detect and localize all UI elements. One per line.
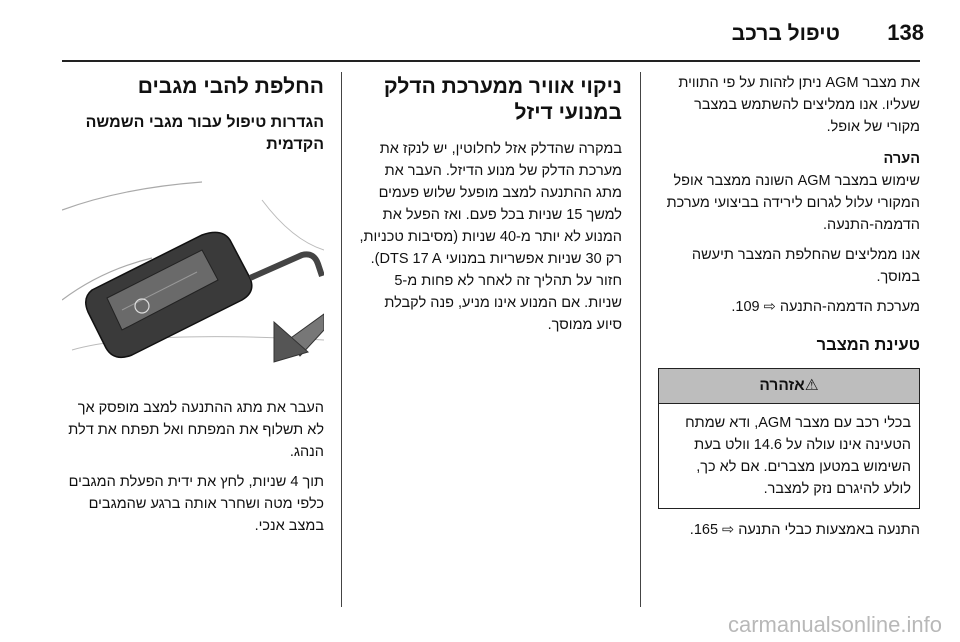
stop-start-reference[interactable]: מערכת הדממה-התנעה ⇨ 109.: [731, 299, 920, 315]
warning-box: [658, 368, 920, 509]
note-title: הערה: [883, 151, 920, 167]
agm-identification-text: את מצבר AGM ניתן לזהות על פי התווית שעליו. אנו ממליצים להשתמש במצבר מקורי של אופל.: [678, 75, 920, 135]
column-divider-right: [640, 72, 641, 607]
warning-icon: ⚠: [804, 377, 819, 394]
diesel-bleeding-heading: ניקוי אוויר ממערכת הדלק במנועי דיזל: [383, 75, 622, 124]
warning-title: אזהרה: [759, 377, 805, 394]
watermark: carmanualsonline.info: [727, 612, 942, 637]
column-battery: [658, 72, 920, 549]
warning-text: בכלי רכב עם מצבר AGM, ודא שמתח הטעינה אינו עולה על 14.6 וולט בעת השימוש במטען מצברים. אם לא כך, לולע להיגרם נזק למצבר.: [685, 415, 911, 497]
replacement-recommendation: אנו ממליצים שהחלפת המצבר תיעשה במוסך.: [691, 247, 920, 285]
wiper-service-subheading: הגדרות טיפול עבור מגבי השמשה הקדמית: [85, 114, 324, 153]
page-title: טיפול ברכב: [731, 22, 840, 45]
wiper-step-2: תוך 4 שניות, לחץ את ידית הפעלת המגבים כלפי מטה ושחרר אותה ברגע שהמגבים במצב אנכי.: [68, 474, 324, 534]
warning-header: [659, 369, 919, 404]
header-rule: [62, 60, 920, 62]
page-number: 138: [887, 20, 924, 45]
battery-charging-heading: טעינת המצבר: [816, 336, 920, 354]
jump-start-reference[interactable]: התנעה באמצעות כבלי התנעה ⇨ 165.: [689, 522, 920, 538]
diesel-bleeding-text: במקרה שהדלק אזל לחלוטין, יש לנקז את מערכת הדלק של מנוע הדיזל. העבר את מתג ההתנעה למצב מופעל שלוש פעמים למשך 15 שניות בכל פעם. ואז הפעל את המנוע לא יותר מ-40 שניות (מסיבות טכניות, רק 30 שניות אפשריות במנועי DTS 17 A). חזור על תהליך זה לאחר לא פחות מ-5 שניות. אם המנוע אינו מניע, פנה לקבלת סיוע ממוסך.: [359, 141, 622, 333]
wiper-replacement-heading: החלפת להבי מגבים: [137, 75, 324, 98]
column-wipers: [62, 72, 324, 545]
column-divider-left: [341, 72, 342, 607]
wiper-step-1: העבר את מתג ההתנעה למצב מופסק אך לא תשלוף את המפתח ואל תפתח את דלת הנהג.: [68, 400, 324, 460]
wiper-stalk-illustration: [62, 180, 324, 380]
column-diesel: [358, 72, 622, 344]
note-text: שימוש במצבר AGM השונה ממצבר אופל המקורי עלול לגרום לירידה בביצועי מערכת הדממה-התנעה.: [666, 173, 920, 233]
page-header: [0, 14, 960, 54]
